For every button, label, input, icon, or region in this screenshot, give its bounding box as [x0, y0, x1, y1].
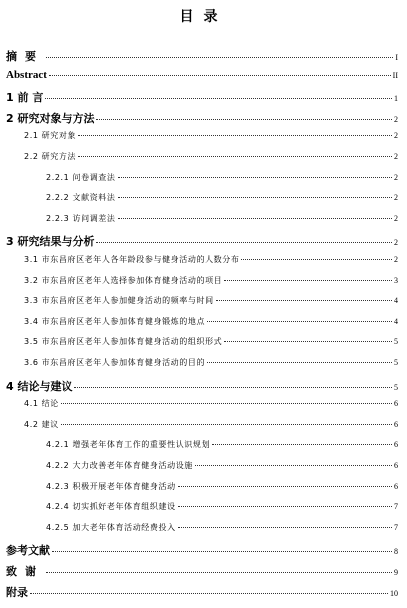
toc-entry-label: 2.2 研究方法: [24, 152, 77, 161]
dot-leader: [45, 98, 392, 99]
dot-leader: [78, 135, 392, 136]
toc-entry-label: 4.2.4 切实抓好老年体育组织建设: [46, 502, 176, 512]
toc-entry[interactable]: [24, 275, 398, 291]
toc-entry[interactable]: [6, 563, 398, 579]
toc-entry[interactable]: [24, 151, 398, 167]
toc-entry-page: 6: [394, 440, 398, 450]
toc-entry[interactable]: [46, 522, 398, 538]
toc-entry-page: 4: [394, 296, 398, 306]
toc-entry-page: 6: [394, 461, 398, 470]
toc-entry-label: 4.1 结论: [24, 399, 59, 409]
toc-entry-page: 3: [394, 275, 398, 285]
toc-entry[interactable]: [46, 501, 398, 517]
toc-entry-label: 4.2 建议: [24, 419, 59, 429]
toc-entry-label: 1 前 言: [6, 91, 44, 105]
dot-leader: [52, 551, 392, 552]
toc-entry-page: 2: [394, 152, 398, 161]
dot-leader: [30, 593, 388, 594]
toc-entry[interactable]: [24, 316, 398, 332]
dot-leader: [46, 572, 392, 573]
toc-entry[interactable]: [6, 69, 398, 85]
toc-entry-label: 4.2.2 大力改善老年体育健身活动设施: [46, 461, 193, 470]
dot-leader: [74, 387, 392, 388]
toc-entry-label: 2.1 研究对象: [24, 131, 77, 141]
toc-entry-label: 2 研究对象与方法: [6, 111, 95, 125]
toc-entry-page: 5: [394, 337, 398, 347]
toc-entry-label: 2.2.3 访问调差法: [46, 213, 116, 223]
toc-entry-label: 4.2.1 增强老年体育工作的重要性认识规划: [46, 440, 211, 450]
toc-entry[interactable]: [46, 439, 398, 455]
toc-entry-page: 7: [394, 522, 398, 532]
dot-leader: [178, 486, 392, 487]
toc-entry-page: 2: [394, 172, 398, 182]
dot-leader: [78, 156, 392, 157]
toc-entry[interactable]: [46, 192, 398, 208]
toc-entry[interactable]: [6, 542, 398, 558]
toc-entry-page: 7: [394, 502, 398, 512]
toc-entry-page: 8: [394, 547, 398, 557]
toc-entry[interactable]: [6, 233, 398, 249]
dot-leader: [195, 465, 392, 466]
toc-entry[interactable]: [24, 419, 398, 435]
dot-leader: [178, 506, 392, 507]
toc-entry-label: 3.2 市东昌府区老年人选择参加体育健身活动的项目: [24, 275, 223, 285]
toc-entry-page: 2: [394, 114, 398, 124]
toc-entry-label: 3.6 市东昌府区老年人参加体育健身活动的目的: [24, 358, 206, 367]
toc-entry[interactable]: [24, 295, 398, 311]
toc-entry[interactable]: [6, 48, 398, 64]
dot-leader: [61, 424, 392, 425]
toc-entry-label: 4 结论与建议: [6, 379, 73, 393]
toc-entry-page: 10: [390, 588, 398, 598]
toc-entry-page: 4: [394, 316, 398, 326]
dot-leader: [46, 57, 393, 58]
toc-entry-label: 3.4 市东昌府区老年人参加体育健身锻炼的地点: [24, 316, 206, 326]
toc-entry-page: 1: [394, 94, 398, 104]
toc-entry-page: 5: [394, 358, 398, 367]
toc-entry-label: 3.1 市东昌府区老年人各年龄段参与健身活动的人数分布: [24, 255, 240, 264]
toc-entry[interactable]: [6, 378, 398, 394]
toc-entry-page: II: [392, 70, 398, 80]
toc-entry[interactable]: [24, 254, 398, 270]
toc-title: 目录: [179, 9, 228, 25]
toc-entry[interactable]: [24, 130, 398, 146]
toc-entry-page: 2: [394, 238, 398, 248]
toc-entry-page: 2: [394, 193, 398, 203]
dot-leader: [118, 197, 393, 198]
toc-entry-page: 2: [394, 131, 398, 141]
toc-entry-label: 致谢: [6, 565, 44, 578]
toc-entry-page: 2: [394, 255, 398, 264]
toc-entry-label: 2.2.1 问卷调查法: [46, 172, 116, 182]
toc-entry[interactable]: [24, 398, 398, 414]
dot-leader: [178, 527, 392, 528]
toc-entry[interactable]: [46, 213, 398, 229]
toc-entry-page: 6: [394, 399, 398, 409]
toc-entry-label: 4.2.5 加大老年体育活动经费投入: [46, 522, 176, 532]
toc-entry[interactable]: [24, 357, 398, 373]
dot-leader: [118, 218, 393, 219]
toc-entry[interactable]: [6, 110, 398, 126]
toc-entry-label: 3 研究结果与分析: [6, 235, 95, 249]
toc-entry-label: 3.3 市东昌府区老年人参加健身活动的频率与时间: [24, 296, 214, 306]
dot-leader: [61, 403, 392, 404]
toc-entry[interactable]: [6, 89, 398, 105]
dot-leader: [207, 362, 392, 363]
dot-leader: [212, 444, 392, 445]
dot-leader: [207, 321, 392, 322]
toc-entry[interactable]: [46, 460, 398, 476]
toc-entry-label: 4.2.3 积极开展老年体育健身活动: [46, 481, 176, 491]
toc-entry-page: 6: [394, 419, 398, 429]
dot-leader: [216, 300, 392, 301]
toc-entry-page: 9: [394, 568, 398, 577]
toc-entry-label: 附录: [6, 585, 28, 599]
dot-leader: [224, 341, 392, 342]
toc-entry-label: Abstract: [6, 68, 47, 81]
toc-entry-label: 3.5 市东昌府区老年人参加体育健身活动的组织形式: [24, 337, 223, 347]
dot-leader: [49, 75, 391, 76]
toc-entry[interactable]: [6, 584, 398, 600]
toc-entry[interactable]: [46, 172, 398, 188]
toc-entry-label: 2.2.2 文献资料法: [46, 193, 116, 203]
toc-entry-page: 5: [394, 382, 398, 392]
dot-leader: [96, 242, 392, 243]
dot-leader: [118, 177, 393, 178]
toc-entry-page: 2: [394, 213, 398, 223]
toc-entry-page: 6: [394, 481, 398, 491]
toc-entry[interactable]: [24, 336, 398, 352]
toc-entry[interactable]: [46, 481, 398, 497]
dot-leader: [241, 259, 392, 260]
toc-entry-label: 摘要: [6, 50, 44, 63]
toc-entry-page: I: [395, 53, 398, 62]
toc-entry-label: 参考文献: [6, 544, 50, 558]
dot-leader: [96, 119, 392, 120]
dot-leader: [224, 280, 392, 281]
